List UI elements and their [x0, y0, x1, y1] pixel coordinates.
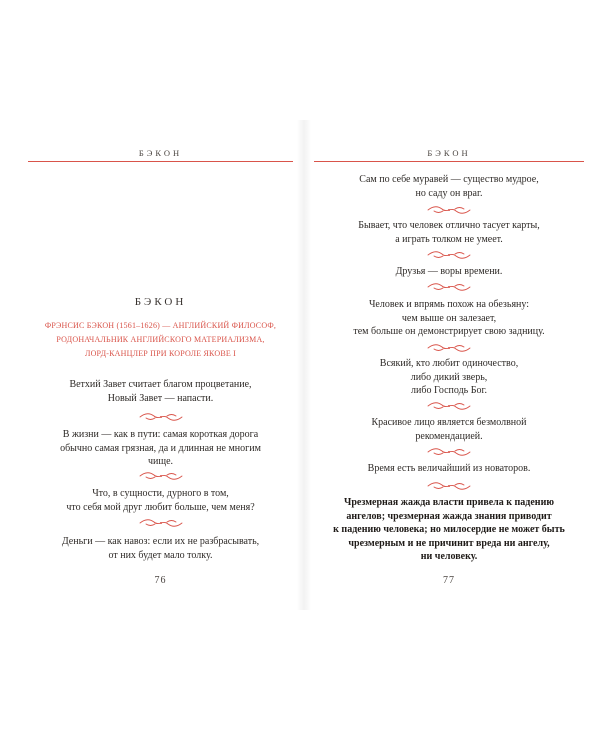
running-head: БЭКОН [427, 148, 471, 158]
quote-line: В жизни — как в пути: самая короткая дорога [62, 429, 259, 440]
quote-line: тем больше он демонстрирует свою задницу. [353, 326, 545, 337]
quote-line: Сам по себе муравей — существо мудрое, [359, 174, 539, 185]
flourish-ornament-icon [426, 343, 472, 353]
subtitle-line: ФРЭНСИС БЭКОН (1561–1626) — АНГЛИЙСКИЙ ФИЛОСОФ, [44, 321, 277, 330]
quote-line: ни человеку. [420, 551, 478, 562]
running-head: БЭКОН [138, 148, 183, 158]
quote [28, 428, 293, 469]
left-page [28, 0, 293, 750]
quote-line: Всякий, кто любит одиночество, [379, 358, 519, 369]
flourish-ornament-icon [138, 518, 184, 528]
quote [314, 462, 584, 476]
quote-line: от них будет мало толку. [108, 549, 213, 561]
quote [28, 535, 293, 562]
right-page [314, 0, 584, 750]
flourish-ornament-icon [426, 401, 472, 411]
quote-line: Красивое лицо является безмолвной [371, 417, 527, 428]
quote-line: Новый Завет — напасти. [107, 392, 214, 404]
page-number: 77 [443, 575, 455, 586]
flourish-ornament-icon [426, 481, 472, 491]
quote-line: Что, в сущности, дурного в том, [92, 488, 229, 499]
flourish-ornament-icon [426, 250, 472, 260]
header-rule [28, 161, 293, 162]
quote [314, 357, 584, 398]
quote-line: чище. [147, 456, 174, 467]
flourish-ornament-icon [426, 282, 472, 292]
quote-line: что себя мой друг любит больше, чем меня? [66, 501, 255, 513]
quote-line: Ветхий Завет считает благом процветание, [69, 379, 252, 390]
quote-line: Деньги — как навоз: если их не разбрасывать, [61, 536, 260, 547]
quote-line: Время есть величайший из новаторов. [367, 463, 531, 474]
quote-line: а играть толком не умеет. [395, 233, 503, 245]
quote [314, 298, 584, 339]
flourish-ornament-icon [426, 205, 472, 215]
quote [314, 219, 584, 246]
quote-line: чрезмерным и не причинит вреда ни ангелу, [348, 537, 550, 549]
flourish-ornament-icon [426, 447, 472, 457]
quote-line: обычно самая грязная, да и длинная не многим [60, 442, 261, 454]
quote-line: либо Господь Бог. [411, 385, 487, 396]
quote [28, 487, 293, 514]
quote-line: Чрезмерная жажда власти привела к падению [344, 497, 554, 508]
quote-line: Человек и впрямь похож на обезьяну: [368, 299, 530, 310]
quote-line: Друзья — воры времени. [395, 266, 503, 277]
quote [314, 496, 584, 564]
quote [28, 378, 293, 405]
quote [314, 265, 584, 279]
quote-line: ангелов; чрезмерная жажда знания приводит [346, 510, 552, 522]
quote [314, 416, 584, 443]
flourish-ornament-icon [138, 412, 184, 422]
quote-line: чем выше он залезает, [401, 312, 497, 324]
quote-line: либо дикий зверь, [410, 371, 488, 383]
header-rule [314, 161, 584, 162]
subtitle-line: ЛОРД-КАНЦЛЕР ПРИ КОРОЛЕ ЯКОВЕ I [84, 349, 237, 358]
quote [314, 173, 584, 200]
chapter-title: БЭКОН [134, 296, 187, 308]
subtitle-line: РОДОНАЧАЛЬНИК АНГЛИЙСКОГО МАТЕРИАЛИЗМА, [56, 335, 265, 344]
page-number: 76 [154, 575, 167, 586]
author-subtitle [36, 319, 285, 361]
quote-line: к падению человека; но милосердие не может быть [333, 524, 565, 535]
flourish-ornament-icon [138, 471, 184, 481]
book-spine [297, 120, 311, 610]
quote-line: Бывает, что человек отлично тасует карты, [358, 220, 540, 231]
quote-line: но саду он враг. [415, 187, 483, 199]
quote-line: рекомендацией. [415, 430, 483, 442]
